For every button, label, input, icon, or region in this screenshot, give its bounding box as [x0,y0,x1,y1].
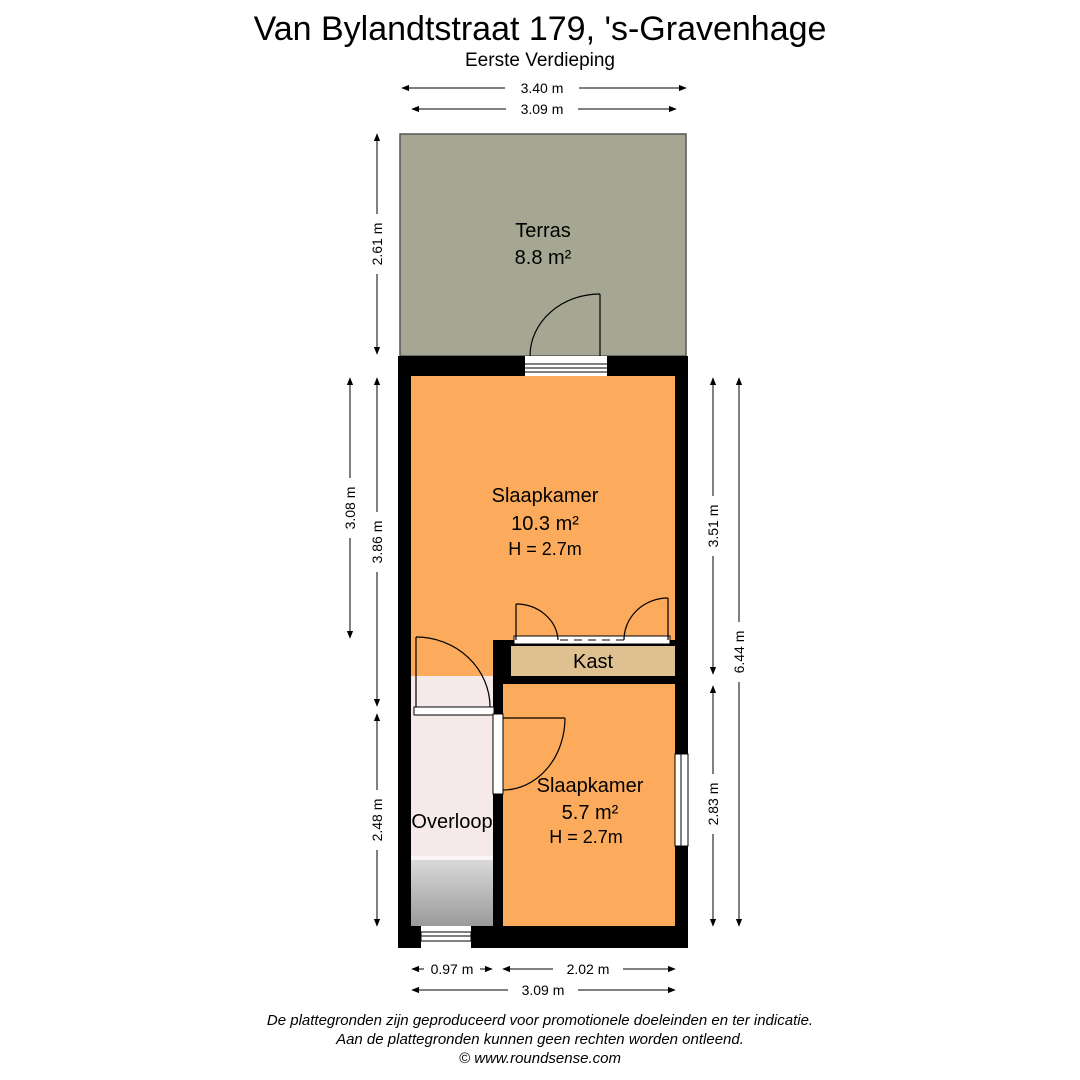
slaap2-door-frame [493,714,503,794]
dim-left-slaap-inner: 3.08 m [342,486,358,530]
terras-name: Terras [515,220,571,242]
dim-right-slaap: 3.51 m [705,504,721,548]
wall-right-segment [675,684,688,754]
disclaimer-line-1: De plattegronden zijn geproduceerd voor promotionele doeleinden en ter indicatie. [266,1012,814,1029]
slaapkamer-2-height: H = 2.7m [549,827,623,847]
slaapkamer-1-area: 10.3 m² [511,513,579,535]
overloop-name: Overloop [411,811,493,833]
kast-name: Kast [572,651,614,673]
dim-left-slaap-outer: 3.86 m [369,520,385,564]
wall-slaap2-top [493,676,685,684]
dim-bottom-slaap2: 2.02 m [566,961,610,977]
room-terras [400,134,686,356]
terras-area: 8.8 m² [514,247,572,269]
dim-top-outer: 3.40 m [520,80,564,96]
slaapkamer-2-name: Slaapkamer [536,775,644,797]
dim-bottom-total: 3.09 m [521,982,565,998]
disclaimer-line-2: Aan de plattegronden kunnen geen rechten worden ontleend. [336,1031,744,1048]
dim-right-total: 6.44 m [731,630,747,674]
page-title: Van Bylandtstraat 179, 's-Gravenhage [253,10,827,48]
dim-left-overloop: 2.48 m [369,798,385,842]
dim-bottom-overloop: 0.97 m [430,961,474,977]
floor-subtitle: Eerste Verdieping [465,50,615,71]
slaapkamer-1-name: Slaapkamer [491,485,599,507]
dim-top-inner: 3.09 m [520,101,564,117]
copyright: © www.roundsense.com [459,1050,621,1067]
dim-right-slaap2: 2.83 m [705,782,721,826]
slaapkamer-2-area: 5.7 m² [561,802,619,824]
slaapkamer-1-height: H = 2.7m [508,539,582,559]
stairs [411,860,493,926]
overloop-door-frame [414,707,494,715]
terras-door-opening [525,356,607,376]
dim-left-terras: 2.61 m [369,222,385,266]
